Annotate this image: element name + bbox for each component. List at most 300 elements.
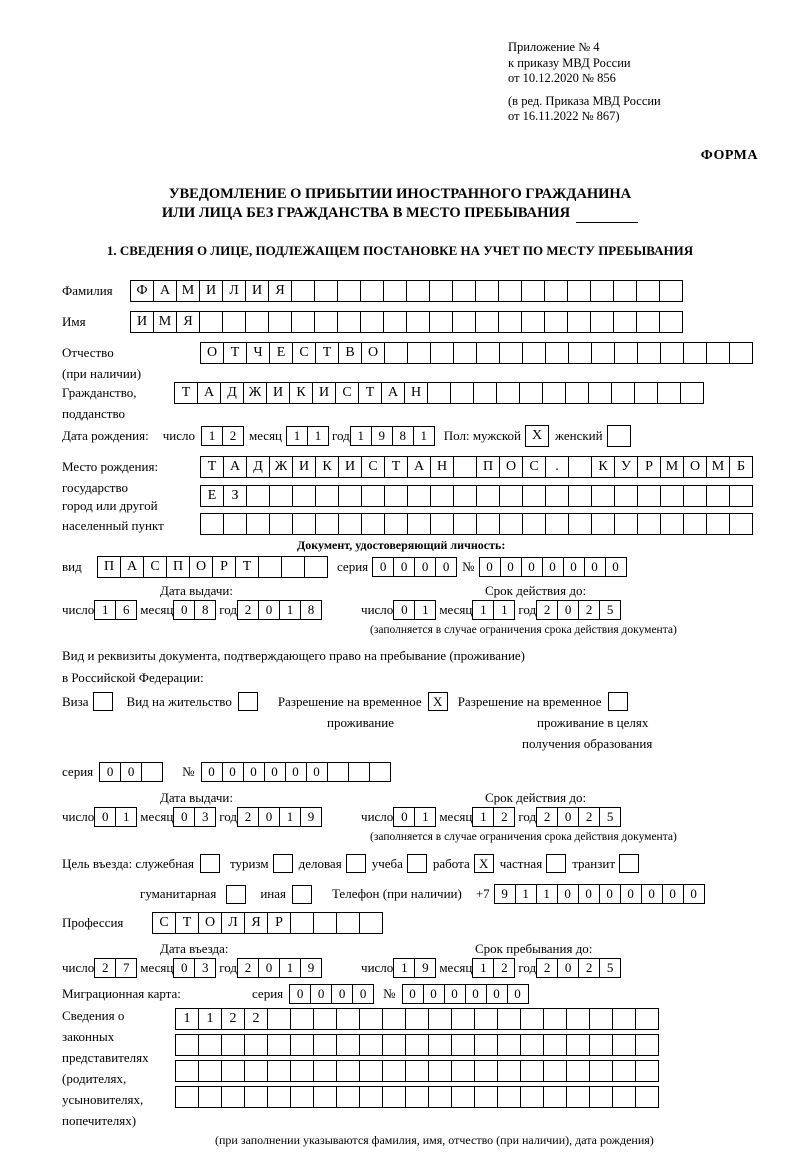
cell[interactable] xyxy=(361,513,385,535)
cell[interactable]: П xyxy=(97,556,121,578)
cell[interactable] xyxy=(543,1034,567,1056)
name-input[interactable] xyxy=(130,311,682,333)
cell[interactable] xyxy=(327,762,349,782)
doc-series-input[interactable] xyxy=(372,557,456,577)
entry-year-input[interactable] xyxy=(237,958,321,978)
cell[interactable]: 0 xyxy=(393,807,415,827)
cell[interactable] xyxy=(520,1086,544,1108)
cell[interactable]: П xyxy=(476,456,500,478)
cell[interactable] xyxy=(336,1060,360,1082)
cell[interactable] xyxy=(499,485,523,507)
cell[interactable] xyxy=(545,513,569,535)
cell[interactable]: 0 xyxy=(393,557,415,577)
cell[interactable]: 0 xyxy=(372,557,394,577)
cell[interactable] xyxy=(359,1060,383,1082)
cell[interactable] xyxy=(221,1060,245,1082)
cell[interactable] xyxy=(612,1060,636,1082)
cell[interactable]: 0 xyxy=(479,557,501,577)
cell[interactable]: О xyxy=(200,342,224,364)
cell[interactable]: 0 xyxy=(605,557,627,577)
cell[interactable]: М xyxy=(153,311,177,333)
cell[interactable]: А xyxy=(197,382,221,404)
cell[interactable] xyxy=(244,1060,268,1082)
entry-month-input[interactable] xyxy=(173,958,215,978)
cell[interactable] xyxy=(565,382,589,404)
doc-valid-day-input[interactable] xyxy=(393,600,435,620)
cell[interactable] xyxy=(223,513,247,535)
cell[interactable] xyxy=(476,342,500,364)
cell[interactable] xyxy=(198,1086,222,1108)
cell[interactable]: Ф xyxy=(130,280,154,302)
cell[interactable]: 0 xyxy=(507,984,529,1004)
cell[interactable]: Н xyxy=(430,456,454,478)
cell[interactable] xyxy=(729,513,753,535)
cell[interactable] xyxy=(520,1060,544,1082)
cell[interactable] xyxy=(475,311,499,333)
cell[interactable]: Т xyxy=(315,342,339,364)
cell[interactable]: 0 xyxy=(557,600,579,620)
permit-issue-day-input[interactable] xyxy=(94,807,136,827)
sex-male-checkbox[interactable]: Х xyxy=(525,425,549,447)
cell[interactable] xyxy=(543,1008,567,1030)
cell[interactable] xyxy=(359,912,383,934)
cell[interactable] xyxy=(407,485,431,507)
cell[interactable] xyxy=(290,1060,314,1082)
cell[interactable] xyxy=(636,280,660,302)
cell[interactable]: 1 xyxy=(94,600,116,620)
cell[interactable]: 0 xyxy=(331,984,353,1004)
cell[interactable]: 0 xyxy=(542,557,564,577)
cell[interactable]: О xyxy=(499,456,523,478)
migration-series-input[interactable] xyxy=(289,984,373,1004)
purpose-business-checkbox[interactable] xyxy=(346,854,366,873)
cell[interactable] xyxy=(660,485,684,507)
cell[interactable] xyxy=(430,513,454,535)
cell[interactable] xyxy=(244,1086,268,1108)
cell[interactable]: 2 xyxy=(578,807,600,827)
cell[interactable]: И xyxy=(130,311,154,333)
cell[interactable] xyxy=(428,1008,452,1030)
cell[interactable]: 1 xyxy=(198,1008,222,1030)
cell[interactable] xyxy=(382,1034,406,1056)
cell[interactable]: Л xyxy=(221,912,245,934)
doc-valid-year-input[interactable] xyxy=(536,600,620,620)
cell[interactable] xyxy=(336,1086,360,1108)
cell[interactable]: 0 xyxy=(352,984,374,1004)
cell[interactable]: 2 xyxy=(237,958,259,978)
cell[interactable] xyxy=(369,762,391,782)
cell[interactable]: О xyxy=(361,342,385,364)
cell[interactable] xyxy=(428,1060,452,1082)
cell[interactable] xyxy=(614,342,638,364)
cell[interactable]: 2 xyxy=(244,1008,268,1030)
cell[interactable] xyxy=(636,311,660,333)
cell[interactable]: Е xyxy=(200,485,224,507)
cell[interactable] xyxy=(338,513,362,535)
cell[interactable]: 0 xyxy=(99,762,121,782)
cell[interactable]: 2 xyxy=(536,958,558,978)
birthplace-city-input-2[interactable] xyxy=(200,513,752,535)
cell[interactable] xyxy=(612,1008,636,1030)
sex-female-checkbox[interactable] xyxy=(607,425,631,447)
cell[interactable] xyxy=(292,485,316,507)
cell[interactable]: 0 xyxy=(578,884,600,904)
cell[interactable] xyxy=(544,311,568,333)
cell[interactable] xyxy=(267,1034,291,1056)
legal-input-3[interactable] xyxy=(175,1060,658,1082)
purpose-service-checkbox[interactable] xyxy=(200,854,220,873)
cell[interactable]: М xyxy=(660,456,684,478)
cell[interactable]: Я xyxy=(244,912,268,934)
cell[interactable] xyxy=(498,280,522,302)
cell[interactable]: О xyxy=(198,912,222,934)
purpose-other-checkbox[interactable] xyxy=(292,885,312,904)
cell[interactable]: П xyxy=(166,556,190,578)
cell[interactable]: З xyxy=(223,485,247,507)
cell[interactable]: 9 xyxy=(371,426,393,446)
cell[interactable] xyxy=(542,382,566,404)
cell[interactable]: И xyxy=(245,280,269,302)
cell[interactable]: 0 xyxy=(500,557,522,577)
cell[interactable] xyxy=(611,382,635,404)
cell[interactable]: 0 xyxy=(557,884,579,904)
cell[interactable] xyxy=(315,485,339,507)
cell[interactable] xyxy=(683,342,707,364)
cell[interactable]: А xyxy=(153,280,177,302)
cell[interactable]: 9 xyxy=(414,958,436,978)
cell[interactable]: 0 xyxy=(173,807,195,827)
cell[interactable] xyxy=(384,342,408,364)
purpose-work-checkbox[interactable]: Х xyxy=(474,854,494,873)
cell[interactable] xyxy=(521,280,545,302)
cell[interactable] xyxy=(348,762,370,782)
cell[interactable]: 0 xyxy=(584,557,606,577)
cell[interactable]: 5 xyxy=(599,807,621,827)
cell[interactable]: О xyxy=(683,456,707,478)
cell[interactable]: 3 xyxy=(194,958,216,978)
cell[interactable] xyxy=(304,556,328,578)
cell[interactable] xyxy=(729,485,753,507)
cell[interactable] xyxy=(453,513,477,535)
permit-valid-day-input[interactable] xyxy=(393,807,435,827)
cell[interactable]: 0 xyxy=(620,884,642,904)
cell[interactable] xyxy=(519,382,543,404)
cell[interactable] xyxy=(451,1060,475,1082)
cell[interactable] xyxy=(660,513,684,535)
cell[interactable] xyxy=(614,513,638,535)
cell[interactable] xyxy=(497,1060,521,1082)
cell[interactable] xyxy=(568,342,592,364)
cell[interactable] xyxy=(589,1086,613,1108)
cell[interactable]: 8 xyxy=(392,426,414,446)
cell[interactable] xyxy=(428,1034,452,1056)
cell[interactable]: 6 xyxy=(115,600,137,620)
cell[interactable]: 1 xyxy=(493,600,515,620)
cell[interactable] xyxy=(499,342,523,364)
patronymic-input[interactable] xyxy=(200,342,752,364)
cell[interactable]: 0 xyxy=(557,807,579,827)
cell[interactable] xyxy=(453,456,477,478)
cell[interactable] xyxy=(613,311,637,333)
cell[interactable] xyxy=(635,1060,659,1082)
cell[interactable] xyxy=(729,342,753,364)
cell[interactable]: И xyxy=(338,456,362,478)
cell[interactable] xyxy=(313,1034,337,1056)
cell[interactable]: 0 xyxy=(201,762,223,782)
cell[interactable] xyxy=(361,485,385,507)
birthplace-city-input-1[interactable] xyxy=(200,485,752,507)
cell[interactable]: 1 xyxy=(472,807,494,827)
cell[interactable]: А xyxy=(381,382,405,404)
cell[interactable] xyxy=(382,1086,406,1108)
cell[interactable]: 0 xyxy=(641,884,663,904)
cell[interactable] xyxy=(314,311,338,333)
cell[interactable] xyxy=(429,280,453,302)
cell[interactable] xyxy=(407,513,431,535)
purpose-humanitarian-checkbox[interactable] xyxy=(226,885,246,904)
cell[interactable]: 2 xyxy=(536,600,558,620)
birth-day-input[interactable] xyxy=(201,426,243,446)
cell[interactable] xyxy=(522,485,546,507)
cell[interactable]: 9 xyxy=(494,884,516,904)
cell[interactable] xyxy=(520,1008,544,1030)
temp-residence-checkbox[interactable]: Х xyxy=(428,692,448,711)
cell[interactable] xyxy=(314,280,338,302)
cell[interactable] xyxy=(405,1086,429,1108)
cell[interactable]: Р xyxy=(637,456,661,478)
cell[interactable]: 1 xyxy=(286,426,308,446)
cell[interactable]: И xyxy=(266,382,290,404)
cell[interactable]: Л xyxy=(222,280,246,302)
cell[interactable] xyxy=(384,513,408,535)
entry-day-input[interactable] xyxy=(94,958,136,978)
cell[interactable] xyxy=(591,485,615,507)
cell[interactable]: 1 xyxy=(307,426,329,446)
cell[interactable] xyxy=(359,1034,383,1056)
cell[interactable] xyxy=(567,280,591,302)
cell[interactable] xyxy=(405,1008,429,1030)
cell[interactable]: 1 xyxy=(515,884,537,904)
cell[interactable]: Ж xyxy=(243,382,267,404)
cell[interactable]: С xyxy=(143,556,167,578)
cell[interactable]: 1 xyxy=(414,600,436,620)
cell[interactable] xyxy=(245,311,269,333)
cell[interactable] xyxy=(290,1034,314,1056)
cell[interactable] xyxy=(452,311,476,333)
cell[interactable] xyxy=(683,485,707,507)
cell[interactable] xyxy=(589,1034,613,1056)
cell[interactable]: 2 xyxy=(221,1008,245,1030)
cell[interactable] xyxy=(499,513,523,535)
cell[interactable]: 0 xyxy=(435,557,457,577)
legal-input-4[interactable] xyxy=(175,1086,658,1108)
cell[interactable] xyxy=(360,311,384,333)
cell[interactable]: К xyxy=(289,382,313,404)
cell[interactable] xyxy=(474,1034,498,1056)
cell[interactable]: 0 xyxy=(306,762,328,782)
cell[interactable] xyxy=(267,1086,291,1108)
cell[interactable]: Т xyxy=(223,342,247,364)
cell[interactable]: 1 xyxy=(413,426,435,446)
cell[interactable] xyxy=(637,342,661,364)
cell[interactable]: 0 xyxy=(222,762,244,782)
cell[interactable] xyxy=(452,280,476,302)
cell[interactable] xyxy=(706,485,730,507)
cell[interactable] xyxy=(453,342,477,364)
edu-residence-checkbox[interactable] xyxy=(608,692,628,711)
cell[interactable]: Е xyxy=(269,342,293,364)
cell[interactable] xyxy=(313,912,337,934)
permit-issue-year-input[interactable] xyxy=(237,807,321,827)
cell[interactable]: 2 xyxy=(578,600,600,620)
cell[interactable]: 1 xyxy=(472,958,494,978)
cell[interactable] xyxy=(222,311,246,333)
cell[interactable]: Т xyxy=(175,912,199,934)
permit-series-input[interactable] xyxy=(99,762,162,782)
cell[interactable] xyxy=(221,1086,245,1108)
cell[interactable] xyxy=(384,485,408,507)
cell[interactable] xyxy=(175,1060,199,1082)
cell[interactable] xyxy=(405,1060,429,1082)
cell[interactable] xyxy=(382,1008,406,1030)
cell[interactable]: Ж xyxy=(269,456,293,478)
cell[interactable] xyxy=(175,1086,199,1108)
cell[interactable]: Д xyxy=(246,456,270,478)
purpose-private-checkbox[interactable] xyxy=(546,854,566,873)
cell[interactable]: К xyxy=(315,456,339,478)
purpose-tourism-checkbox[interactable] xyxy=(273,854,293,873)
cell[interactable] xyxy=(359,1086,383,1108)
cell[interactable] xyxy=(545,485,569,507)
migration-number-input[interactable] xyxy=(402,984,528,1004)
cell[interactable] xyxy=(406,311,430,333)
doc-issue-day-input[interactable] xyxy=(94,600,136,620)
cell[interactable] xyxy=(336,1034,360,1056)
doc-kind-input[interactable] xyxy=(97,556,327,578)
cell[interactable] xyxy=(474,1060,498,1082)
cell[interactable] xyxy=(544,280,568,302)
cell[interactable]: Р xyxy=(267,912,291,934)
cell[interactable]: 0 xyxy=(243,762,265,782)
cell[interactable]: 3 xyxy=(194,807,216,827)
cell[interactable]: Н xyxy=(404,382,428,404)
cell[interactable] xyxy=(566,1086,590,1108)
cell[interactable] xyxy=(566,1034,590,1056)
visa-checkbox[interactable] xyxy=(93,692,113,711)
cell[interactable]: А xyxy=(407,456,431,478)
cell[interactable]: 1 xyxy=(175,1008,199,1030)
doc-number-input[interactable] xyxy=(479,557,626,577)
cell[interactable]: 0 xyxy=(289,984,311,1004)
cell[interactable] xyxy=(659,280,683,302)
permit-valid-month-input[interactable] xyxy=(472,807,514,827)
cell[interactable] xyxy=(637,513,661,535)
cell[interactable]: 0 xyxy=(258,807,280,827)
cell[interactable]: 2 xyxy=(536,807,558,827)
cell[interactable] xyxy=(337,280,361,302)
cell[interactable] xyxy=(451,1034,475,1056)
cell[interactable]: 2 xyxy=(222,426,244,446)
cell[interactable] xyxy=(429,311,453,333)
cell[interactable] xyxy=(337,311,361,333)
cell[interactable] xyxy=(382,1060,406,1082)
cell[interactable]: 8 xyxy=(194,600,216,620)
cell[interactable] xyxy=(267,1008,291,1030)
cell[interactable] xyxy=(313,1060,337,1082)
cell[interactable] xyxy=(498,311,522,333)
cell[interactable] xyxy=(543,1060,567,1082)
cell[interactable]: Т xyxy=(235,556,259,578)
cell[interactable] xyxy=(315,513,339,535)
cell[interactable]: 2 xyxy=(237,807,259,827)
cell[interactable] xyxy=(659,311,683,333)
cell[interactable]: Б xyxy=(729,456,753,478)
residence-permit-checkbox[interactable] xyxy=(238,692,258,711)
cell[interactable]: К xyxy=(591,456,615,478)
doc-issue-year-input[interactable] xyxy=(237,600,321,620)
cell[interactable]: 0 xyxy=(173,958,195,978)
legal-input-1[interactable] xyxy=(175,1008,658,1030)
cell[interactable] xyxy=(637,485,661,507)
cell[interactable] xyxy=(290,912,314,934)
cell[interactable] xyxy=(359,1008,383,1030)
cell[interactable]: 0 xyxy=(521,557,543,577)
cell[interactable]: 2 xyxy=(493,958,515,978)
cell[interactable]: И xyxy=(199,280,223,302)
birthplace-state-input[interactable] xyxy=(200,456,752,478)
cell[interactable]: 0 xyxy=(94,807,116,827)
cell[interactable] xyxy=(660,342,684,364)
cell[interactable] xyxy=(175,1034,199,1056)
cell[interactable]: Т xyxy=(384,456,408,478)
cell[interactable] xyxy=(634,382,658,404)
cell[interactable]: И xyxy=(312,382,336,404)
cell[interactable] xyxy=(657,382,681,404)
cell[interactable]: 2 xyxy=(237,600,259,620)
cell[interactable]: 0 xyxy=(486,984,508,1004)
cell[interactable]: Я xyxy=(268,280,292,302)
permit-number-input[interactable] xyxy=(201,762,390,782)
cell[interactable]: 0 xyxy=(258,958,280,978)
cell[interactable]: 0 xyxy=(662,884,684,904)
cell[interactable]: В xyxy=(338,342,362,364)
cell[interactable] xyxy=(568,513,592,535)
birth-month-input[interactable] xyxy=(286,426,328,446)
profession-input[interactable] xyxy=(152,912,382,934)
cell[interactable]: Д xyxy=(220,382,244,404)
cell[interactable]: 0 xyxy=(599,884,621,904)
cell[interactable] xyxy=(269,485,293,507)
cell[interactable] xyxy=(428,1086,452,1108)
cell[interactable] xyxy=(474,1086,498,1108)
cell[interactable]: Т xyxy=(200,456,224,478)
permit-valid-year-input[interactable] xyxy=(536,807,620,827)
cell[interactable]: У xyxy=(614,456,638,478)
cell[interactable]: Р xyxy=(212,556,236,578)
cell[interactable] xyxy=(496,382,520,404)
cell[interactable] xyxy=(590,311,614,333)
cell[interactable] xyxy=(338,485,362,507)
cell[interactable]: 1 xyxy=(414,807,436,827)
cell[interactable] xyxy=(568,456,592,478)
cell[interactable] xyxy=(680,382,704,404)
cell[interactable] xyxy=(566,1060,590,1082)
cell[interactable]: С xyxy=(361,456,385,478)
cell[interactable] xyxy=(198,1060,222,1082)
cell[interactable] xyxy=(267,1060,291,1082)
cell[interactable]: Я xyxy=(176,311,200,333)
cell[interactable]: 0 xyxy=(310,984,332,1004)
